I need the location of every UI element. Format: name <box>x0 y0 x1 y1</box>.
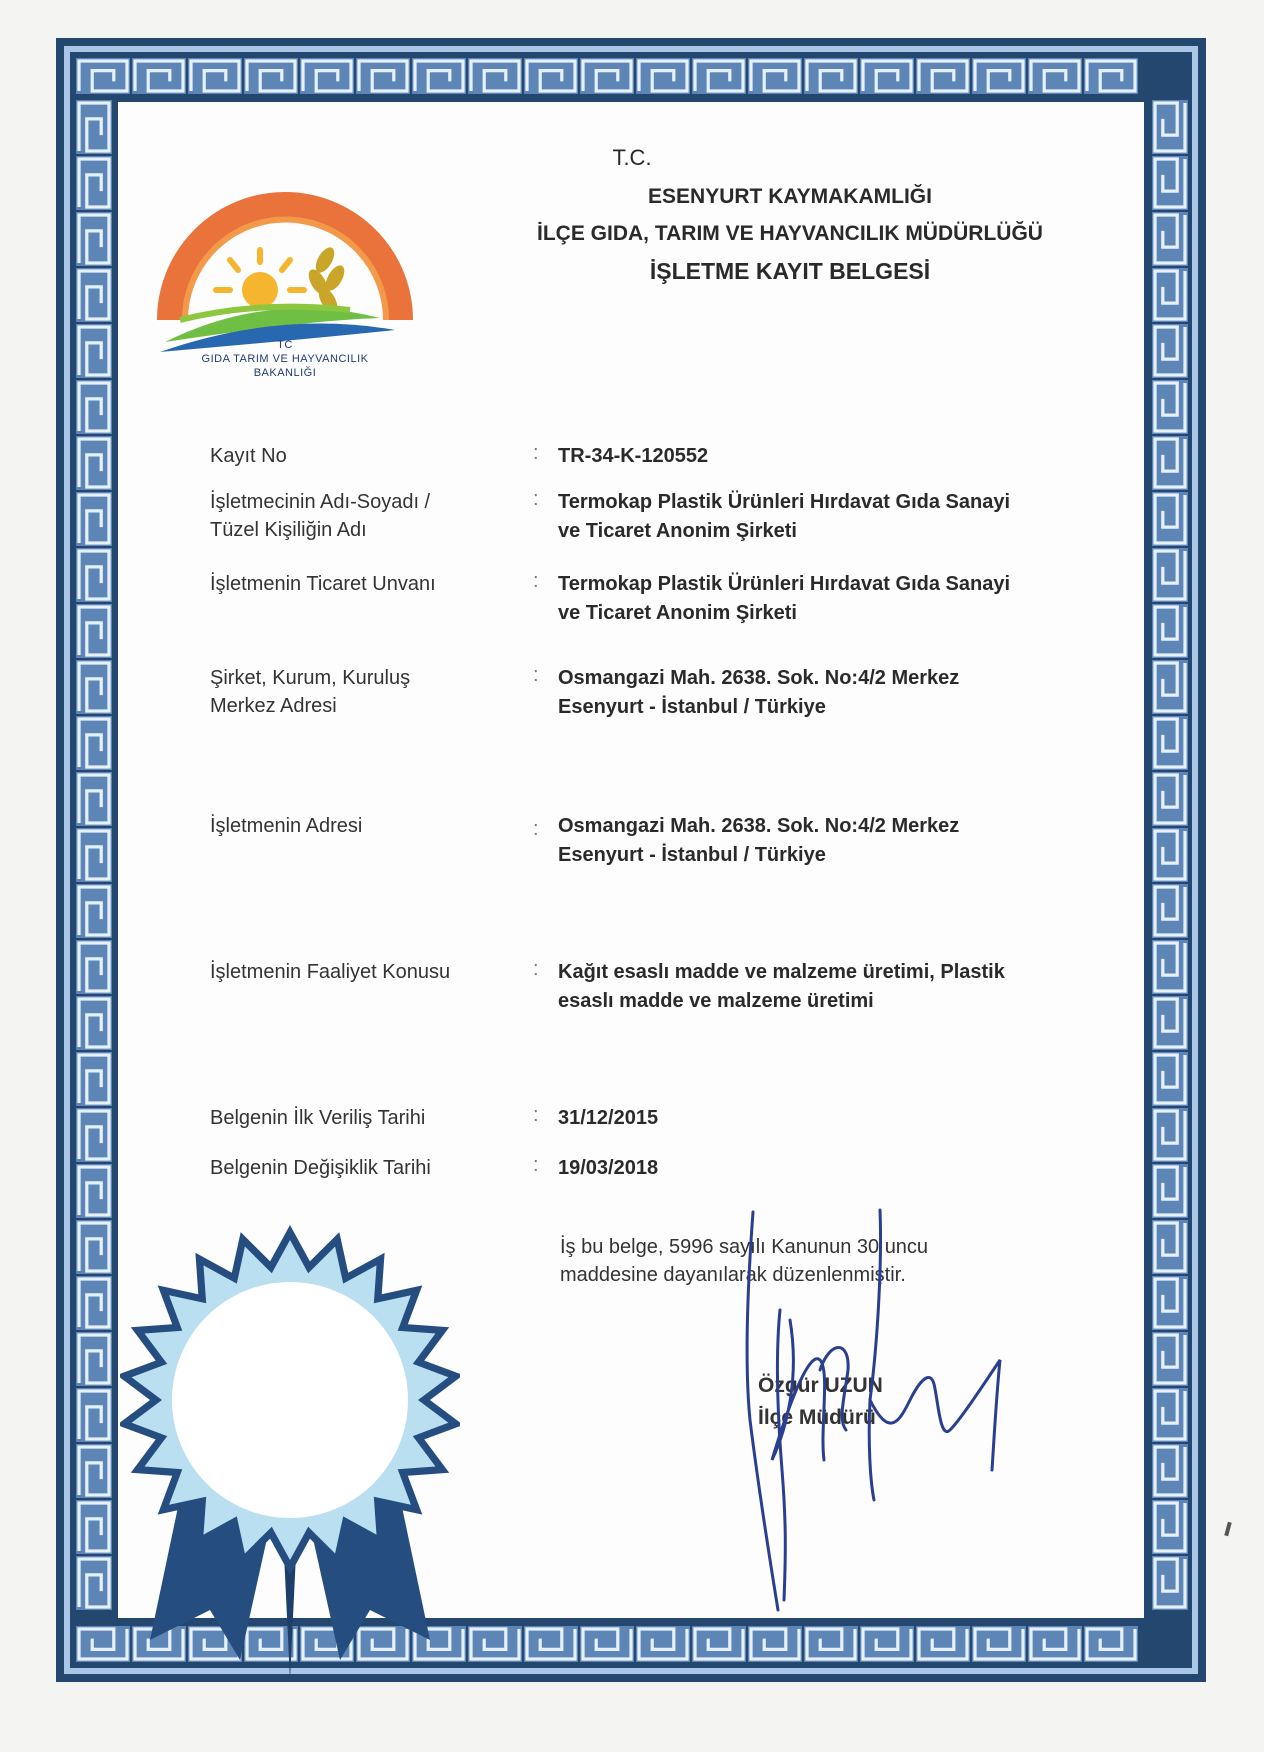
greek-key-tile <box>1152 1444 1188 1498</box>
greek-key-tile <box>76 436 112 490</box>
greek-key-tile <box>76 268 112 322</box>
greek-key-tile <box>76 1220 112 1274</box>
field-value: Osmangazi Mah. 2638. Sok. No:4/2 Merkez <box>558 815 960 837</box>
greek-key-tile <box>356 58 410 94</box>
greek-key-tile <box>244 58 298 94</box>
greek-key-tile <box>76 996 112 1050</box>
handwritten-signature-icon <box>720 1200 1020 1620</box>
legal-note-line2: maddesine dayanılarak düzenlenmiştir. <box>560 1264 906 1286</box>
field-label: Belgenin Değişiklik Tarihi <box>210 1157 431 1179</box>
greek-key-tile <box>1152 1332 1188 1386</box>
greek-key-tile <box>76 716 112 770</box>
greek-key-tile <box>76 884 112 938</box>
signer-title: İlçe Müdürü <box>758 1406 876 1429</box>
greek-key-tile <box>1152 380 1188 434</box>
greek-key-tile <box>1152 1500 1188 1554</box>
field-value-line2: esaslı madde ve malzeme üretimi <box>558 990 874 1012</box>
field-label-line2: Tüzel Kişiliğin Adı <box>210 519 367 541</box>
greek-key-tile <box>1084 1626 1138 1662</box>
greek-key-tile <box>1028 1626 1082 1662</box>
legal-note-line1: İş bu belge, 5996 sayılı Kanunun 30 uncu <box>560 1236 929 1258</box>
greek-key-tile <box>748 1626 802 1662</box>
field-value: Termokap Plastik Ürünleri Hırdavat Gıda Sanayi <box>558 573 1011 595</box>
greek-key-tile <box>1152 492 1188 546</box>
greek-key-tile <box>580 1626 634 1662</box>
greek-key-tile <box>1152 1164 1188 1218</box>
greek-key-tile <box>916 1626 970 1662</box>
greek-key-tile <box>76 1164 112 1218</box>
greek-key-tile <box>692 1626 746 1662</box>
greek-key-tile <box>76 212 112 266</box>
greek-key-tile <box>300 58 354 94</box>
field-value: 19/03/2018 <box>558 1157 659 1179</box>
greek-key-tile <box>916 58 970 94</box>
greek-key-tile <box>76 324 112 378</box>
greek-key-tile <box>1152 1388 1188 1442</box>
greek-key-tile <box>860 58 914 94</box>
greek-key-tile <box>76 940 112 994</box>
greek-key-tile <box>132 58 186 94</box>
greek-key-tile <box>524 58 578 94</box>
field-value: TR-34-K-120552 <box>558 445 709 467</box>
greek-key-tile <box>524 1626 578 1662</box>
greek-key-tile <box>1152 828 1188 882</box>
greek-key-tile <box>76 1276 112 1330</box>
greek-key-tile <box>1152 940 1188 994</box>
field-colon: : <box>533 442 539 464</box>
greek-key-tile <box>76 492 112 546</box>
logo-caption <box>165 338 405 380</box>
header-tc: T.C. <box>612 145 652 170</box>
greek-key-tile <box>1152 548 1188 602</box>
rosette-seal-ribbon-icon <box>120 1200 460 1680</box>
greek-key-tile <box>804 1626 858 1662</box>
greek-key-tile <box>76 660 112 714</box>
greek-key-tile <box>76 1556 112 1610</box>
field-colon: : <box>533 570 539 592</box>
greek-key-tile <box>1152 1276 1188 1330</box>
field-label: İşletmenin Adresi <box>210 815 363 837</box>
greek-key-tile <box>468 58 522 94</box>
greek-key-tile <box>76 604 112 658</box>
greek-key-tile <box>76 380 112 434</box>
greek-key-tile <box>1152 1220 1188 1274</box>
field-value-line2: Esenyurt - İstanbul / Türkiye <box>558 696 826 718</box>
logo-caption-tc: TC <box>277 339 293 351</box>
greek-key-tile <box>692 58 746 94</box>
greek-key-tile <box>1152 436 1188 490</box>
field-colon: : <box>533 818 539 840</box>
greek-key-tile <box>1152 324 1188 378</box>
greek-key-tile <box>636 1626 690 1662</box>
greek-key-tile <box>76 1388 112 1442</box>
greek-key-tile <box>1028 58 1082 94</box>
greek-key-tile <box>468 1626 522 1662</box>
field-colon: : <box>533 488 539 510</box>
field-label: Şirket, Kurum, Kuruluş <box>210 667 411 689</box>
greek-key-tile <box>804 58 858 94</box>
greek-key-tile <box>1152 772 1188 826</box>
signer-name: Özgür UZUN <box>758 1374 883 1397</box>
field-value-line2: Esenyurt - İstanbul / Türkiye <box>558 844 826 866</box>
logo-caption-ministry: GIDA TARIM VE HAYVANCILIK <box>201 353 369 365</box>
header-kaymakamlik: ESENYURT KAYMAKAMLIĞI <box>648 185 932 208</box>
field-colon: : <box>533 958 539 980</box>
greek-key-tile <box>412 58 466 94</box>
greek-key-tile <box>76 1500 112 1554</box>
header-mudurluk: İLÇE GIDA, TARIM VE HAYVANCILIK MÜDÜRLÜĞÜ <box>537 222 1043 245</box>
greek-key-tile <box>972 1626 1026 1662</box>
greek-key-tile <box>1152 1108 1188 1162</box>
greek-key-tile <box>76 58 130 94</box>
greek-key-tile <box>1152 1556 1188 1610</box>
greek-key-tile <box>76 1052 112 1106</box>
greek-key-tile <box>1152 604 1188 658</box>
greek-key-tile <box>188 58 242 94</box>
field-label: İşletmenin Ticaret Unvanı <box>210 573 436 595</box>
field-value: Termokap Plastik Ürünleri Hırdavat Gıda Sanayi <box>558 491 1011 513</box>
field-value-line2: ve Ticaret Anonim Şirketi <box>558 602 797 624</box>
logo-caption-bakanlik: BAKANLIĞI <box>253 367 317 379</box>
field-value: Osmangazi Mah. 2638. Sok. No:4/2 Merkez <box>558 667 960 689</box>
greek-key-tile <box>580 58 634 94</box>
greek-key-tile <box>1152 996 1188 1050</box>
document-title: İŞLETME KAYIT BELGESİ <box>649 258 931 284</box>
field-label-line2: Merkez Adresi <box>210 695 337 717</box>
greek-key-tile <box>76 1332 112 1386</box>
field-value-line2: ve Ticaret Anonim Şirketi <box>558 520 797 542</box>
greek-key-tile <box>76 548 112 602</box>
field-label: İşletmecinin Adı-Soyadı / <box>210 491 431 513</box>
field-label: Belgenin İlk Veriliş Tarihi <box>210 1107 426 1129</box>
greek-key-tile <box>748 58 802 94</box>
field-label: İşletmenin Faaliyet Konusu <box>210 961 451 983</box>
greek-key-tile <box>1084 58 1138 94</box>
greek-key-tile <box>76 828 112 882</box>
greek-key-tile <box>1152 660 1188 714</box>
field-value: Kağıt esaslı madde ve malzeme üretimi, Plastik <box>558 961 1005 983</box>
greek-key-tile <box>860 1626 914 1662</box>
greek-key-tile <box>76 1108 112 1162</box>
greek-key-tile <box>76 772 112 826</box>
greek-key-tile <box>1152 1052 1188 1106</box>
greek-key-tile <box>636 58 690 94</box>
greek-key-tile <box>76 1444 112 1498</box>
greek-key-tile <box>972 58 1026 94</box>
greek-key-tile <box>1152 884 1188 938</box>
field-colon: : <box>533 1104 539 1126</box>
field-colon: : <box>533 1154 539 1176</box>
greek-key-tile <box>1152 716 1188 770</box>
field-label: Kayıt No <box>210 445 287 467</box>
field-colon: : <box>533 664 539 686</box>
field-value: 31/12/2015 <box>558 1107 659 1129</box>
